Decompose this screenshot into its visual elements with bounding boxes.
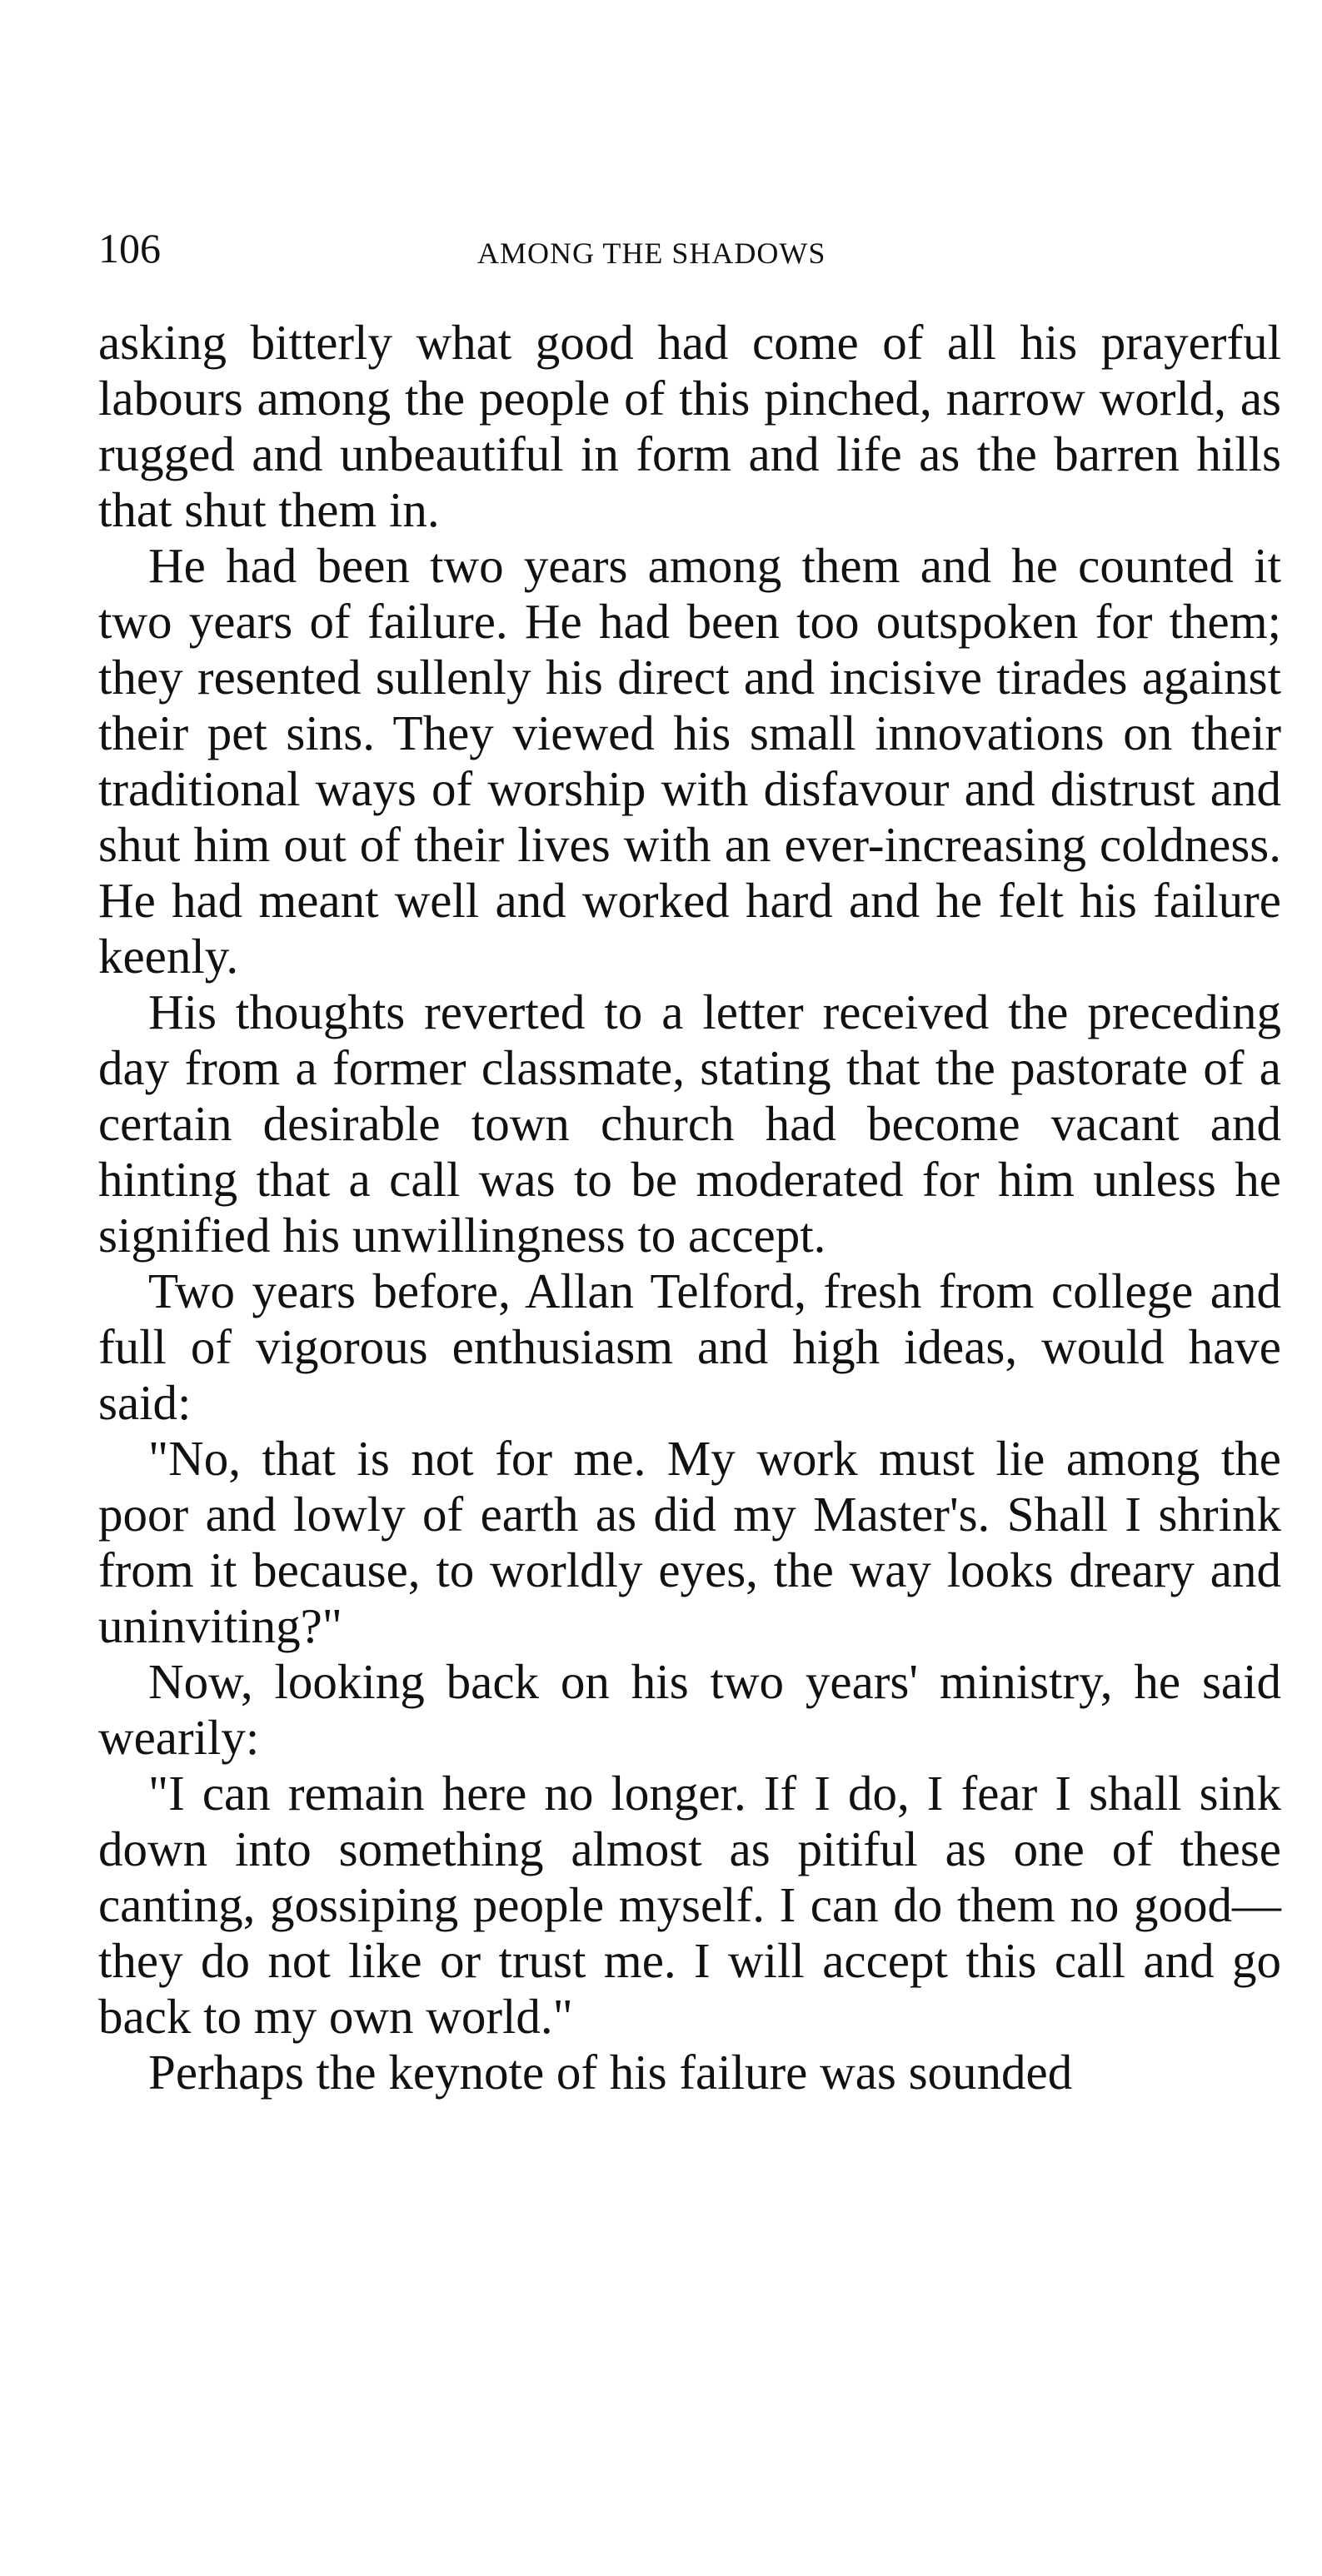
running-title: AMONG THE SHADOWS xyxy=(477,237,826,270)
body-text xyxy=(98,315,1281,2100)
paragraph: "No, that is not for me. My work must lie among the poor and lowly of earth as did my Master's. Shall I shrink from it because, to worldly eyes, the way looks dreary and uninviting?" xyxy=(98,1431,1281,1653)
paragraph: He had been two years among them and he counted it two years of failure. He had been too outspoken for them; they resented sullenly his direct and incisive tirades against their pet sins. They viewed his small innovations on their traditional ways of worship with disfavour and distrust and shut him out of their lives with an ever-increasing coldness. He had meant well and worked hard and he felt his failure keenly. xyxy=(98,538,1281,984)
paragraph: Two years before, Allan Telford, fresh from college and full of vigorous enthusiasm and high ideas, would have said: xyxy=(98,1263,1281,1430)
paragraph: "I can remain here no longer. If I do, I fear I shall sink down into something almost as pitiful as one of these canting, gossiping people myself. I can do them no good—they do not like or trust me. I will accept this call and go back to my own world." xyxy=(98,1766,1281,2044)
paragraph: asking bitterly what good had come of all his prayerful labours among the people of this pinched, narrow world, as rugged and unbeautiful in form and life as the barren hills that shut them in. xyxy=(98,315,1281,537)
paragraph: His thoughts reverted to a letter received the preceding day from a former classmate, stating that the pastorate of a certain desirable town church had become vacant and hinting that a call was to be moderated for him unless he signified his unwillingness to accept. xyxy=(98,984,1281,1263)
paragraph: Perhaps the keynote of his failure was sounded xyxy=(148,2045,1073,2100)
running-header xyxy=(98,223,1281,273)
paragraph: Now, looking back on his two years' ministry, he said wearily: xyxy=(98,1654,1281,1765)
page-number: 106 xyxy=(98,225,161,272)
